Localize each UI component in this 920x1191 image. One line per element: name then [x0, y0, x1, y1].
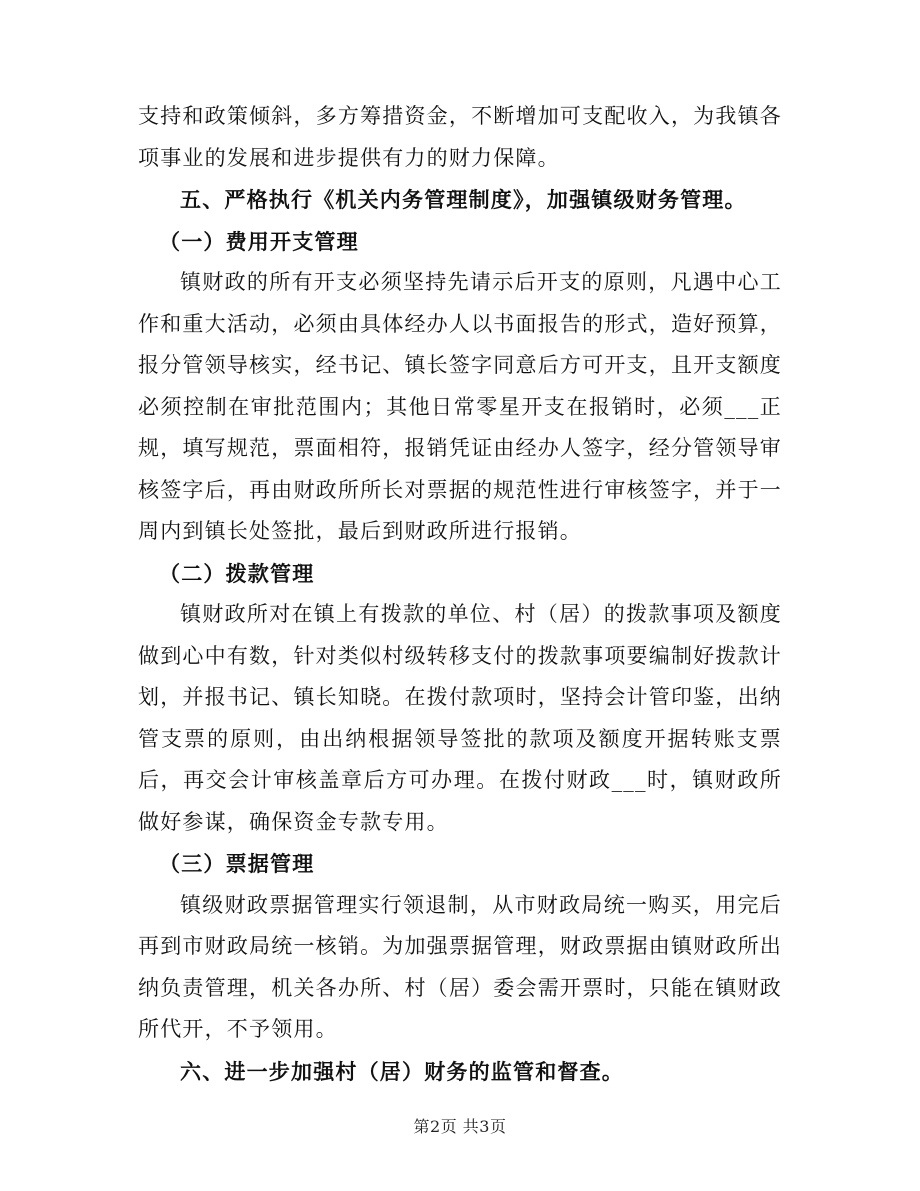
paragraph-expense: 镇财政的所有开支必须坚持先请示后开支的原则，凡遇中心工作和重大活动，必须由具体经办人以书面报告的形式，造好预算，报分管领导核实，经书记、镇长签字同意后方可开支，且开支额度必须控制在审批范围内；其他日常零星开支在报销时，必须___正规，填写规范，票面相符，报销凭证由经办人签字，经分管领导审核签字后，再由财政所所长对票据的规范性进行审核签字，并于一周内到镇长处签批，最后到财政所进行报销。 [138, 270, 782, 543]
section-heading-5: 五、严格执行《机关内务管理制度》，加强镇级财务管理。 [180, 187, 747, 212]
page-footer: 第2页 共3页 [413, 1117, 507, 1136]
document-body [138, 96, 782, 1092]
subsection-heading-expense: （一）费用开支管理 [159, 228, 359, 254]
paragraph-receipts: 镇级财政票据管理实行领退制，从市财政局统一购买，用完后再到市财政局统一核销。为加强票据管理，财政票据由镇财政所出纳负责管理，机关各办所、村（居）委会需开票时，只能在镇财政所代开，不予领用。 [138, 892, 782, 1041]
paragraph-allocation: 镇财政所对在镇上有拨款的单位、村（居）的拨款事项及额度做到心中有数，针对类似村级转移支付的拨款事项要编制好拨款计划，并报书记、镇长知晓。在拨付款项时，坚持会计管印鉴，出纳管支票的原则，由出纳根据领导签批的款项及额度开据转账支票后，再交会计审核盖章后方可办理。在拨付财政___时，镇财政所做好参谋，确保资金专款专用。 [138, 602, 782, 834]
section-heading-6: 六、进一步加强村（居）财务的监管和督查。 [180, 1058, 624, 1084]
paragraph-continued: 支持和政策倾斜，多方筹措资金，不断增加可支配收入，为我镇各项事业的发展和进步提供有力的财力保障。 [138, 104, 782, 170]
subsection-heading-receipts: （三）票据管理 [159, 851, 315, 876]
subsection-heading-allocation: （二）拨款管理 [159, 560, 315, 586]
